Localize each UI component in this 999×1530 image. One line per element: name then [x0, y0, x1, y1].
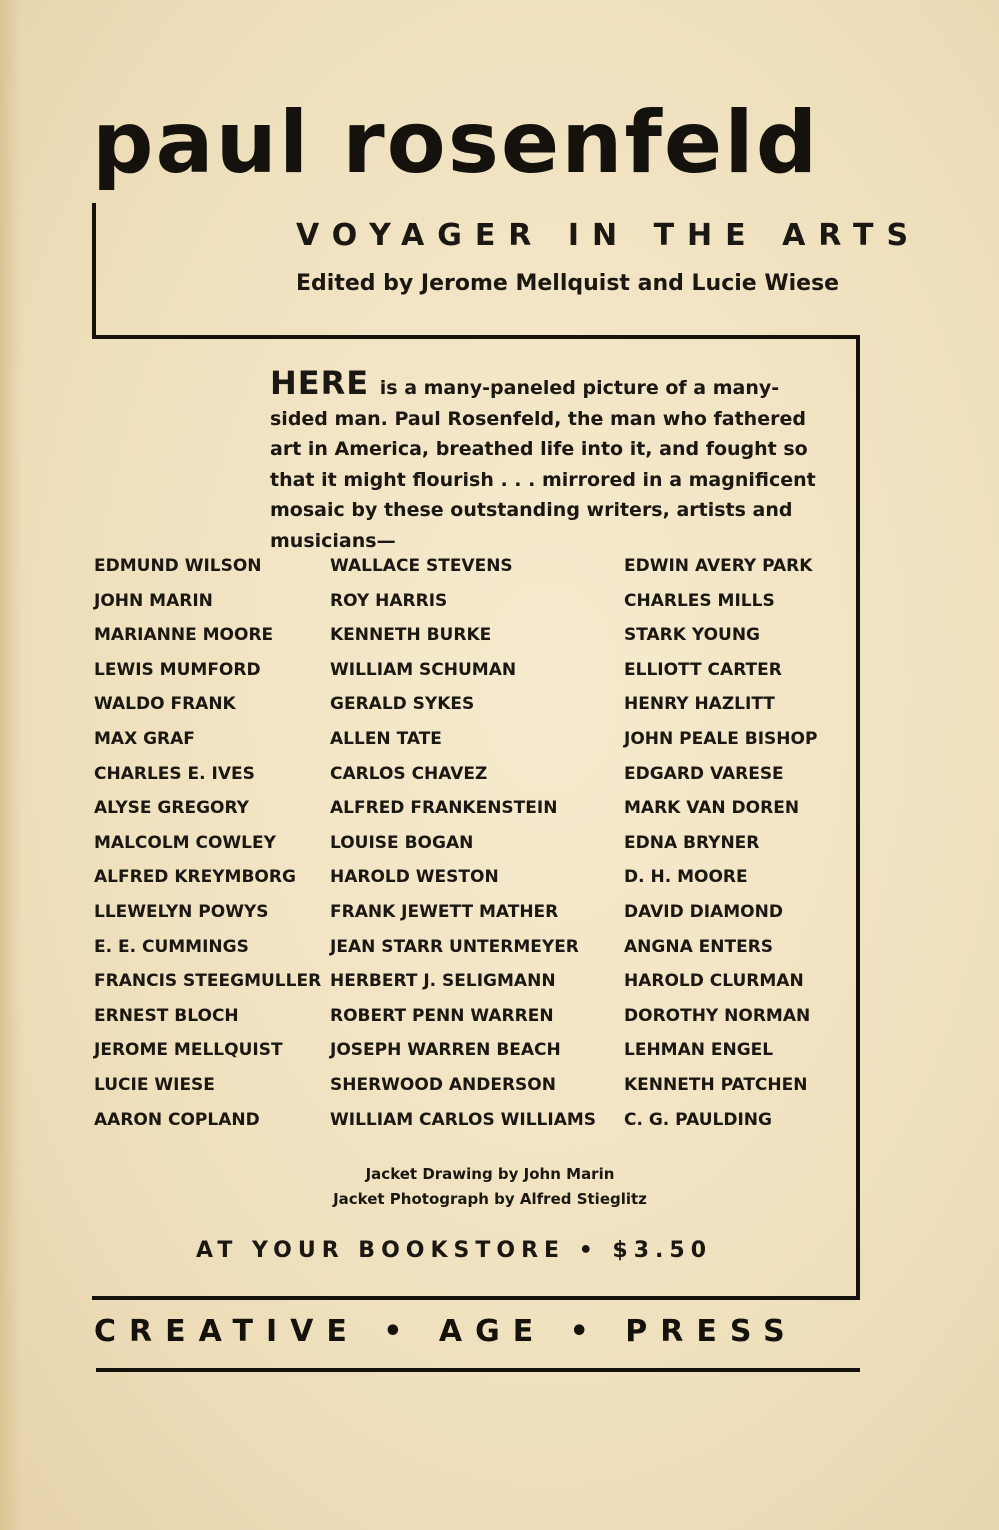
contributor-name: EDGARD VARESE — [624, 763, 784, 784]
contributors-column-3 — [624, 552, 854, 1140]
intro-text: is a many-paneled picture of a many-sided man. Paul Rosenfeld, the man who fathered art in America, breathed life into it, and fought so that it might flourish . . . mirrored in a magnificent mosaic by these outstanding writers, artists and musicians— — [270, 377, 816, 552]
contributor-name: ALFRED FRANKENSTEIN — [330, 798, 558, 819]
contributor-name: HERBERT J. SELIGMANN — [330, 971, 556, 992]
contributor-name: WILLIAM CARLOS WILLIAMS — [330, 1109, 597, 1130]
contributor-name: WILLIAM SCHUMAN — [330, 659, 517, 680]
publisher-name: CREATIVE • AGE • PRESS — [94, 1314, 798, 1349]
contributor-name: LEHMAN ENGEL — [624, 1040, 774, 1061]
contributor-name: ROBERT PENN WARREN — [330, 1005, 554, 1026]
contributor-name: C. G. PAULDING — [624, 1109, 772, 1130]
contributor-name: JOSEPH WARREN BEACH — [330, 1040, 561, 1061]
contributor-name: CHARLES MILLS — [624, 590, 775, 611]
contributor-name: KENNETH PATCHEN — [624, 1074, 808, 1095]
contributor-name: AARON COPLAND — [94, 1109, 260, 1130]
contributor-name: E. E. CUMMINGS — [94, 936, 249, 957]
contributor-name: JEAN STARR UNTERMEYER — [330, 936, 579, 957]
contributor-name: WALDO FRANK — [94, 694, 236, 715]
contributors-column-2 — [330, 552, 620, 1140]
photo-credit: Jacket Photograph by Alfred Stieglitz — [333, 1190, 647, 1208]
contributor-name: EDWIN AVERY PARK — [624, 556, 813, 576]
contributor-name: WALLACE STEVENS — [330, 556, 513, 576]
contributor-name: STARK YOUNG — [624, 625, 760, 646]
contributor-name: DOROTHY NORMAN — [624, 1005, 811, 1026]
contributor-name: KENNETH BURKE — [330, 625, 492, 646]
contributor-name: EDNA BRYNER — [624, 832, 760, 853]
author-title: paul rosenfeld — [92, 93, 820, 193]
frame-rule-right — [856, 335, 860, 1300]
contributor-name: HAROLD CLURMAN — [624, 971, 804, 992]
contributor-name: CARLOS CHAVEZ — [330, 763, 488, 784]
contributor-name: ANGNA ENTERS — [624, 936, 774, 957]
drawing-credit: Jacket Drawing by John Marin — [365, 1165, 615, 1183]
contributor-name: LOUISE BOGAN — [330, 832, 474, 853]
contributor-name: MARIANNE MOORE — [94, 625, 274, 646]
contributor-name: HENRY HAZLITT — [624, 694, 775, 715]
contributor-name: HAROLD WESTON — [330, 867, 499, 888]
contributor-name: ALYSE GREGORY — [94, 798, 249, 819]
frame-rule-left — [92, 203, 96, 339]
contributor-name: MAX GRAF — [94, 728, 195, 749]
contributor-name: JOHN MARIN — [94, 590, 213, 611]
contributor-name: MARK VAN DOREN — [624, 798, 800, 819]
intro-paragraph — [270, 364, 830, 556]
contributor-name: JOHN PEALE BISHOP — [624, 728, 818, 749]
contributor-name: LEWIS MUMFORD — [94, 659, 261, 680]
contributor-name: EDMUND WILSON — [94, 556, 262, 576]
frame-rule-top — [92, 335, 860, 339]
contributor-name: MALCOLM COWLEY — [94, 832, 276, 853]
contributor-name: LUCIE WIESE — [94, 1074, 215, 1095]
contributor-name: ALFRED KREYMBORG — [94, 867, 296, 888]
frame-rule-bottom — [96, 1368, 860, 1372]
contributor-name: FRANK JEWETT MATHER — [330, 901, 559, 922]
contributor-name: ERNEST BLOCH — [94, 1005, 239, 1026]
contributor-name: LLEWELYN POWYS — [94, 901, 269, 922]
contributor-name: SHERWOOD ANDERSON — [330, 1074, 556, 1095]
book-subtitle: VOYAGER IN THE ARTS — [296, 218, 922, 253]
contributor-name: JEROME MELLQUIST — [94, 1040, 283, 1061]
intro-lead-word: HERE — [270, 364, 370, 402]
contributors-column-1 — [94, 552, 324, 1140]
editors-line: Edited by Jerome Mellquist and Lucie Wiese — [296, 271, 840, 296]
jacket-credits — [250, 1162, 730, 1212]
contributor-name: CHARLES E. IVES — [94, 763, 255, 784]
contributor-name: ALLEN TATE — [330, 728, 442, 749]
price-line: AT YOUR BOOKSTORE • $3.50 — [196, 1238, 713, 1263]
contributor-name: D. H. MOORE — [624, 867, 748, 888]
contributor-name: DAVID DIAMOND — [624, 901, 783, 922]
frame-rule-lower — [92, 1296, 860, 1300]
contributor-name: GERALD SYKES — [330, 694, 475, 715]
contributor-name: ROY HARRIS — [330, 590, 448, 611]
contributor-name: FRANCIS STEEGMULLER — [94, 971, 322, 992]
page-shadow — [0, 0, 22, 1530]
contributor-name: ELLIOTT CARTER — [624, 659, 782, 680]
